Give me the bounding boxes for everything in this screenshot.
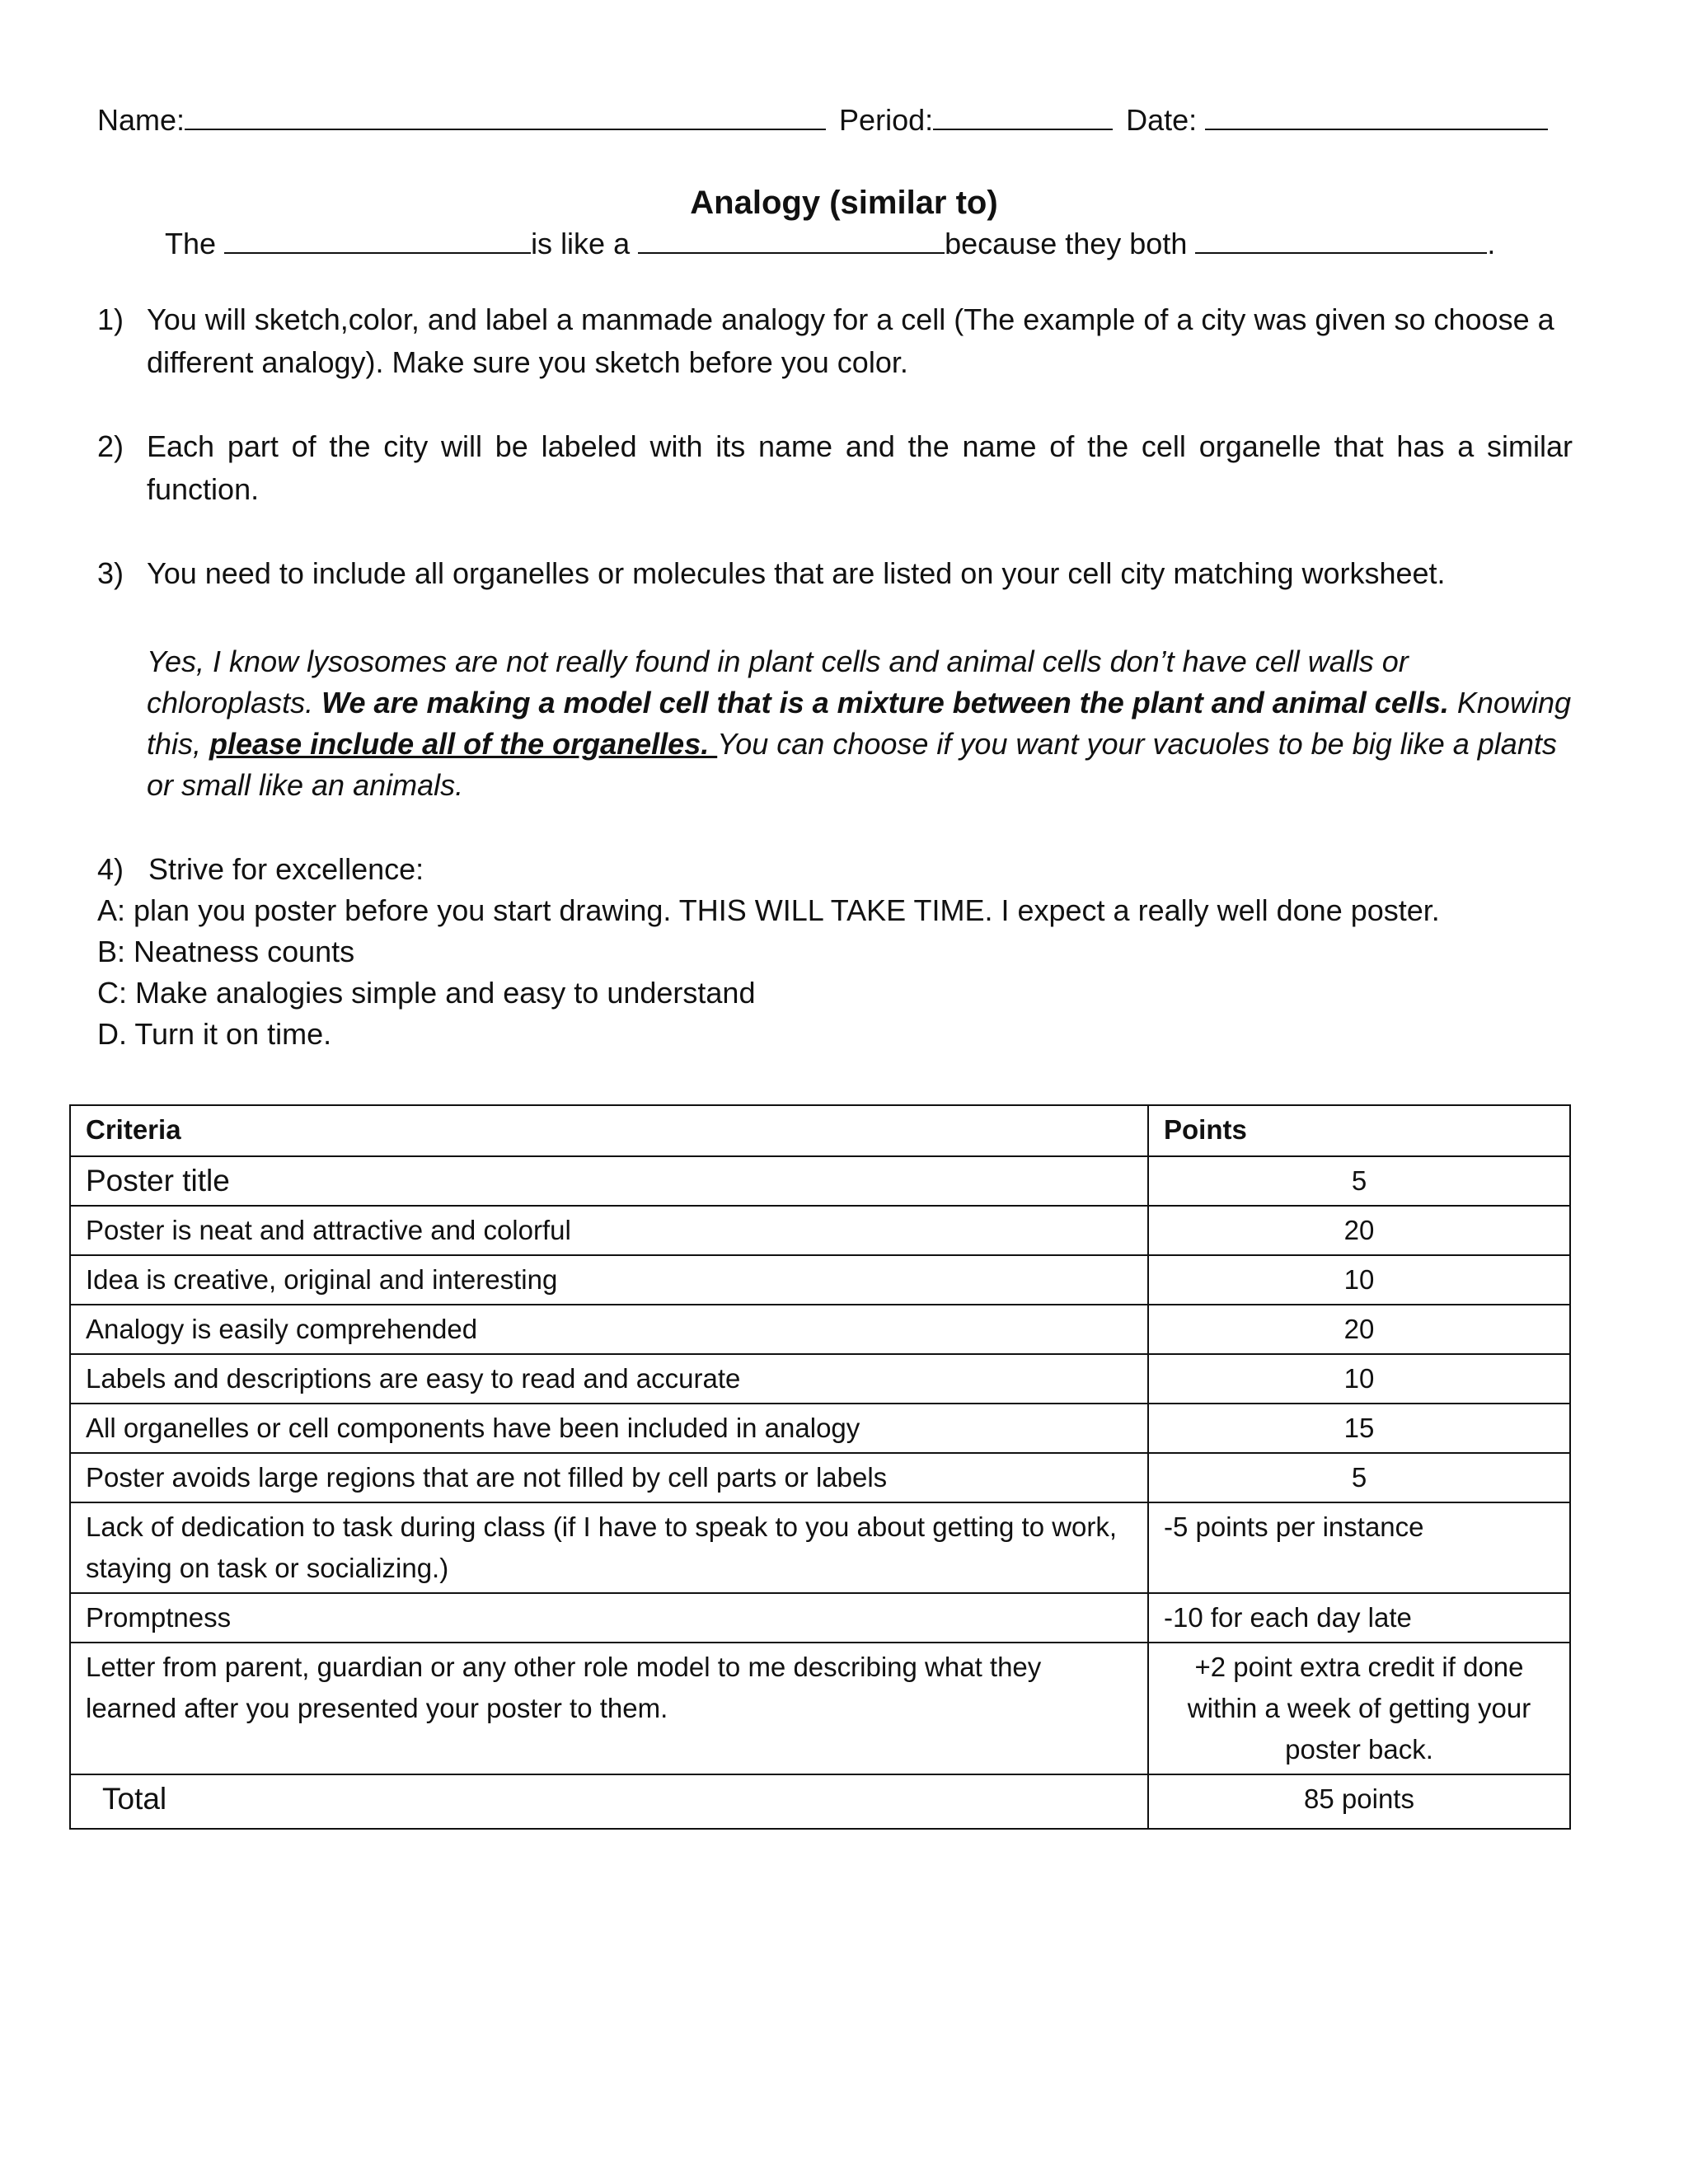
criteria-cell: Idea is creative, original and interesting xyxy=(70,1255,1148,1305)
analogy-part1: The xyxy=(165,227,217,260)
instruction-number: 2) xyxy=(97,429,124,463)
note-italic-1: Yes, I know lysosomes are not really found in plant cells and animal cells don’t have cell walls or chloroplasts. xyxy=(147,644,1409,719)
total-points-cell: 85 points xyxy=(1148,1774,1570,1829)
note-underline: please include all of the organelles. xyxy=(209,727,718,761)
table-row xyxy=(70,1453,1570,1502)
analogy-part2: is like a xyxy=(531,227,631,260)
points-cell: 10 xyxy=(1148,1255,1570,1305)
instruction-3 xyxy=(97,552,1573,595)
analogy-end: . xyxy=(1487,227,1496,260)
note-italic-2: Knowing this, xyxy=(147,686,1571,761)
excellence-item: B: Neatness counts xyxy=(97,935,355,968)
criteria-cell: Letter from parent, guardian or any other role model to me describing what they learned after you presented your poster to them. xyxy=(70,1643,1148,1774)
rubric-table xyxy=(69,1104,1571,1830)
period-label: Period: xyxy=(839,103,934,137)
header-line xyxy=(97,97,1548,141)
excellence-item: D. Turn it on time. xyxy=(97,1017,332,1051)
excellence-item: A: plan you poster before you start drawing. THIS WILL TAKE TIME. I expect a really well done poster. xyxy=(97,893,1440,927)
name-label: Name: xyxy=(97,103,185,137)
points-cell: -5 points per instance xyxy=(1148,1502,1570,1593)
instruction-text: You will sketch,color, and label a manmade analogy for a cell (The example of a city was given so choose a different analogy). Make sure you sketch before you color. xyxy=(147,302,1554,379)
analogy-blank-2[interactable] xyxy=(638,221,945,254)
instruction-text: You need to include all organelles or molecules that are listed on your cell city matching worksheet. xyxy=(147,556,1446,590)
points-cell: 15 xyxy=(1148,1404,1570,1453)
table-row xyxy=(70,1305,1570,1354)
note-italic-3: You can choose if you want your vacuoles to be big like a plants or small like an animals. xyxy=(147,727,1557,802)
table-total-row xyxy=(70,1774,1570,1829)
instruction-number: 3) xyxy=(97,556,124,590)
points-cell: 20 xyxy=(1148,1305,1570,1354)
points-cell: 20 xyxy=(1148,1206,1570,1255)
table-row xyxy=(70,1206,1570,1255)
table-header-row xyxy=(70,1105,1570,1156)
points-cell: 5 xyxy=(1148,1453,1570,1502)
date-label: Date: xyxy=(1126,103,1198,137)
criteria-cell: Promptness xyxy=(70,1593,1148,1643)
criteria-header: Criteria xyxy=(70,1105,1148,1156)
table-row xyxy=(70,1593,1570,1643)
criteria-cell: Poster title xyxy=(70,1156,1148,1206)
instruction-1 xyxy=(97,298,1573,384)
points-header: Points xyxy=(1148,1105,1570,1156)
criteria-cell: All organelles or cell components have been included in analogy xyxy=(70,1404,1148,1453)
organelle-note xyxy=(147,641,1581,806)
total-label-cell: Total xyxy=(70,1774,1148,1829)
excellence-heading-text: Strive for excellence: xyxy=(148,852,424,886)
points-cell: +2 point extra credit if done within a week of getting your poster back. xyxy=(1148,1643,1570,1774)
table-row xyxy=(70,1156,1570,1206)
analogy-sentence xyxy=(165,221,1495,265)
points-cell: -10 for each day late xyxy=(1148,1593,1570,1643)
table-row xyxy=(70,1354,1570,1404)
excellence-heading xyxy=(97,849,1581,890)
period-blank[interactable] xyxy=(933,97,1113,130)
name-blank[interactable] xyxy=(185,97,826,130)
excellence-number: 4) xyxy=(97,852,124,886)
table-row xyxy=(70,1502,1570,1593)
instruction-2 xyxy=(97,425,1573,511)
note-bold: We are making a model cell that is a mixture between the plant and animal cells. xyxy=(321,686,1449,719)
analogy-blank-3[interactable] xyxy=(1195,221,1487,254)
points-cell: 5 xyxy=(1148,1156,1570,1206)
instruction-number: 1) xyxy=(97,302,124,336)
criteria-cell: Labels and descriptions are easy to read and accurate xyxy=(70,1354,1148,1404)
table-row xyxy=(70,1404,1570,1453)
table-row xyxy=(70,1255,1570,1305)
page-title: Analogy (similar to) xyxy=(690,185,998,221)
excellence-section xyxy=(97,849,1581,1055)
criteria-cell: Lack of dedication to task during class (if I have to speak to you about getting to work, staying on task or socializing.) xyxy=(70,1502,1148,1593)
date-blank[interactable] xyxy=(1205,97,1548,130)
analogy-blank-1[interactable] xyxy=(224,221,531,254)
instruction-text: Each part of the city will be labeled with its name and the name of the cell organelle that has a similar function. xyxy=(147,429,1573,506)
points-cell: 10 xyxy=(1148,1354,1570,1404)
criteria-cell: Poster is neat and attractive and colorful xyxy=(70,1206,1148,1255)
criteria-cell: Poster avoids large regions that are not filled by cell parts or labels xyxy=(70,1453,1148,1502)
criteria-cell: Analogy is easily comprehended xyxy=(70,1305,1148,1354)
excellence-item: C: Make analogies simple and easy to understand xyxy=(97,976,756,1010)
table-row xyxy=(70,1643,1570,1774)
analogy-part3: because they both xyxy=(945,227,1188,260)
